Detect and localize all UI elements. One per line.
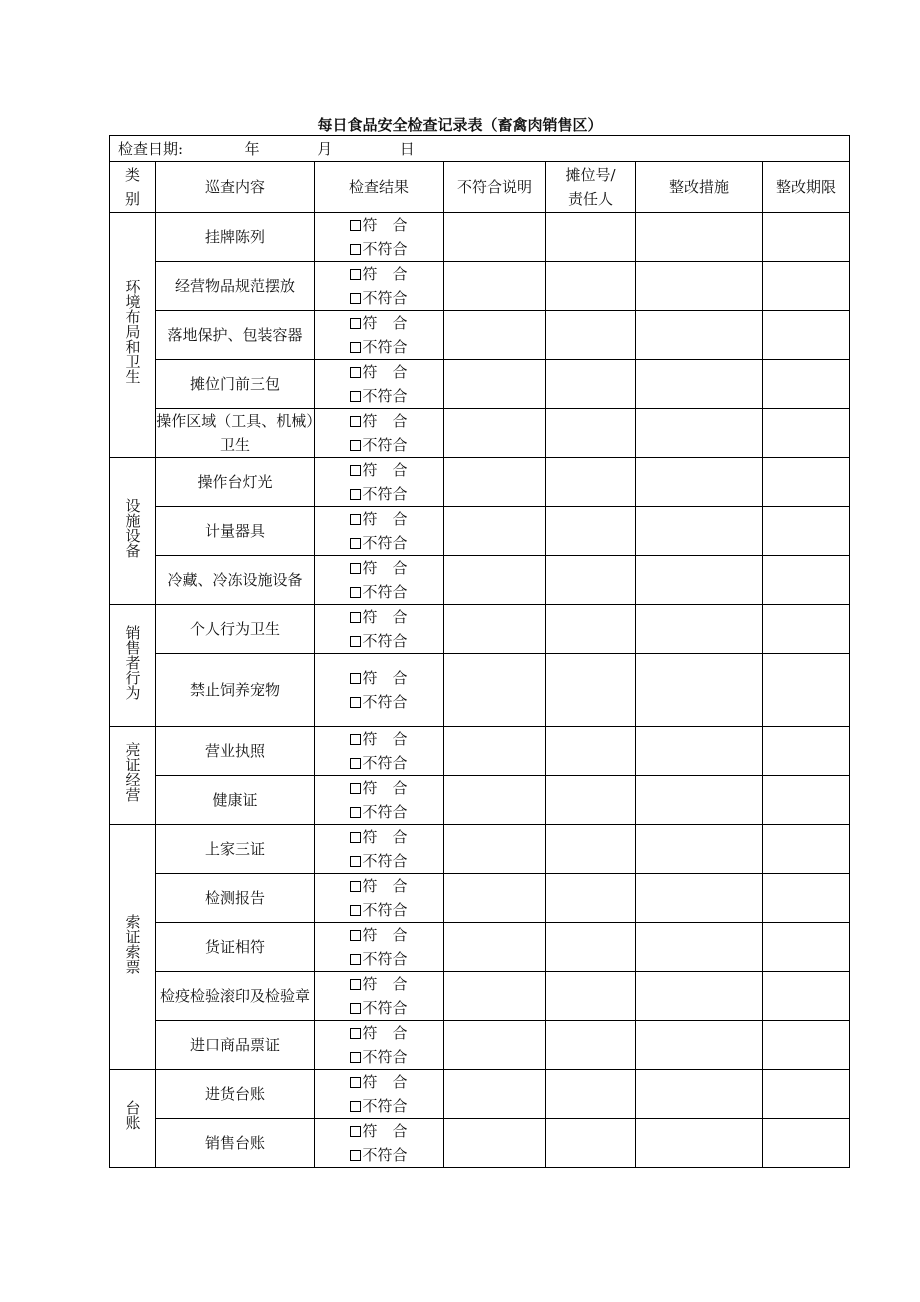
pass-checkbox[interactable] <box>350 514 361 525</box>
header-measures: 整改措施 <box>636 162 763 213</box>
pass-checkbox[interactable] <box>350 612 361 623</box>
inspection-date-cell[interactable] <box>110 136 850 162</box>
fail-checkbox[interactable] <box>350 758 361 769</box>
stall-cell[interactable] <box>546 776 636 825</box>
fail-option[interactable] <box>350 1143 407 1167</box>
inspection-item: 操作区域（工具、机械）卫生 <box>156 409 315 458</box>
fail-label: 不符合 <box>362 289 408 307</box>
result-cell <box>315 1070 444 1119</box>
noncompliance-cell[interactable] <box>444 1021 546 1070</box>
fail-label: 不符合 <box>362 803 408 821</box>
pass-label: 符 合 <box>362 669 408 687</box>
stall-cell[interactable] <box>546 213 636 262</box>
inspection-item: 进货台账 <box>156 1070 315 1119</box>
table-row <box>110 727 850 776</box>
result-cell <box>315 213 444 262</box>
fail-label: 不符合 <box>362 534 408 552</box>
fail-option[interactable] <box>350 751 407 775</box>
stall-cell[interactable] <box>546 825 636 874</box>
deadline-cell[interactable] <box>763 458 850 507</box>
inspection-item: 销售台账 <box>156 1119 315 1168</box>
fail-option[interactable] <box>350 433 407 457</box>
pass-label: 符 合 <box>362 828 408 846</box>
result-cell <box>315 507 444 556</box>
result-cell <box>315 923 444 972</box>
date-day-label: 日 <box>399 139 415 158</box>
inspection-item: 经营物品规范摆放 <box>156 262 315 311</box>
pass-option[interactable] <box>350 1070 407 1094</box>
result-cell <box>315 458 444 507</box>
stall-cell[interactable] <box>546 972 636 1021</box>
measures-cell[interactable] <box>636 213 763 262</box>
pass-option[interactable] <box>350 1119 407 1143</box>
date-label: 检查日期: <box>118 139 184 158</box>
table-row <box>110 923 850 972</box>
table-row <box>110 1070 850 1119</box>
fail-label: 不符合 <box>362 1097 408 1115</box>
fail-label: 不符合 <box>362 901 408 919</box>
stall-cell[interactable] <box>546 1070 636 1119</box>
fail-option[interactable] <box>350 800 407 824</box>
noncompliance-cell[interactable] <box>444 654 546 727</box>
noncompliance-cell[interactable] <box>444 507 546 556</box>
pass-option[interactable] <box>350 874 407 898</box>
pass-checkbox[interactable] <box>350 1126 361 1137</box>
fail-checkbox[interactable] <box>350 954 361 965</box>
inspection-item: 检疫检验滚印及检验章 <box>156 972 315 1021</box>
date-year-label: 年 <box>244 139 260 158</box>
fail-option[interactable] <box>350 1045 407 1069</box>
table-row <box>110 556 850 605</box>
pass-checkbox[interactable] <box>350 416 361 427</box>
pass-option[interactable] <box>350 666 407 690</box>
measures-cell[interactable] <box>636 360 763 409</box>
fail-label: 不符合 <box>362 436 408 454</box>
measures-cell[interactable] <box>636 262 763 311</box>
result-cell <box>315 825 444 874</box>
date-month-label: 月 <box>317 139 333 158</box>
category-label: 环境布局和卫生 <box>123 279 142 384</box>
pass-option[interactable] <box>350 556 407 580</box>
noncompliance-cell[interactable] <box>444 874 546 923</box>
measures-cell[interactable] <box>636 311 763 360</box>
table-row <box>110 262 850 311</box>
fail-option[interactable] <box>350 1094 407 1118</box>
page-title: 每日食品安全检查记录表（畜禽肉销售区） <box>317 116 603 134</box>
pass-label: 符 合 <box>362 363 408 381</box>
fail-option[interactable] <box>350 335 407 359</box>
fail-option[interactable] <box>350 384 407 408</box>
date-row <box>110 136 850 162</box>
inspection-item: 个人行为卫生 <box>156 605 315 654</box>
fail-option[interactable] <box>350 898 407 922</box>
table-row <box>110 825 850 874</box>
measures-cell[interactable] <box>636 874 763 923</box>
deadline-cell[interactable] <box>763 311 850 360</box>
measures-cell[interactable] <box>636 776 763 825</box>
pass-option[interactable] <box>350 262 407 286</box>
fail-checkbox[interactable] <box>350 538 361 549</box>
table-row <box>110 458 850 507</box>
measures-cell[interactable] <box>636 605 763 654</box>
pass-label: 符 合 <box>362 975 408 993</box>
pass-checkbox[interactable] <box>350 832 361 843</box>
table-row <box>110 874 850 923</box>
pass-label: 符 合 <box>362 412 408 430</box>
category-cell <box>110 825 156 1070</box>
stall-cell[interactable] <box>546 409 636 458</box>
noncompliance-cell[interactable] <box>444 311 546 360</box>
pass-checkbox[interactable] <box>350 673 361 684</box>
pass-option[interactable] <box>350 972 407 996</box>
deadline-cell[interactable] <box>763 923 850 972</box>
inspection-item: 营业执照 <box>156 727 315 776</box>
inspection-item: 禁止饲养宠物 <box>156 654 315 727</box>
fail-label: 不符合 <box>362 485 408 503</box>
pass-option[interactable] <box>350 409 407 433</box>
pass-label: 符 合 <box>362 779 408 797</box>
pass-option[interactable] <box>350 1021 407 1045</box>
inspection-item: 冷藏、冷冻设施设备 <box>156 556 315 605</box>
measures-cell[interactable] <box>636 409 763 458</box>
table-row <box>110 776 850 825</box>
stall-cell[interactable] <box>546 360 636 409</box>
pass-label: 符 合 <box>362 461 408 479</box>
table-row <box>110 507 850 556</box>
table-row <box>110 972 850 1021</box>
fail-checkbox[interactable] <box>350 856 361 867</box>
pass-option[interactable] <box>350 727 407 751</box>
noncompliance-cell[interactable] <box>444 409 546 458</box>
pass-label: 符 合 <box>362 1073 408 1091</box>
pass-label: 符 合 <box>362 730 408 748</box>
measures-cell[interactable] <box>636 1021 763 1070</box>
fail-checkbox[interactable] <box>350 697 361 708</box>
result-cell <box>315 311 444 360</box>
pass-label: 符 合 <box>362 1122 408 1140</box>
table-row <box>110 311 850 360</box>
fail-option[interactable] <box>350 286 407 310</box>
result-cell <box>315 605 444 654</box>
fail-option[interactable] <box>350 849 407 873</box>
stall-cell[interactable] <box>546 1021 636 1070</box>
result-cell <box>315 262 444 311</box>
deadline-cell[interactable] <box>763 776 850 825</box>
stall-cell[interactable] <box>546 727 636 776</box>
inspection-item: 摊位门前三包 <box>156 360 315 409</box>
fail-label: 不符合 <box>362 632 408 650</box>
deadline-cell[interactable] <box>763 825 850 874</box>
pass-checkbox[interactable] <box>350 318 361 329</box>
fail-checkbox[interactable] <box>350 244 361 255</box>
category-label: 设施设备 <box>123 497 142 558</box>
fail-label: 不符合 <box>362 387 408 405</box>
stall-cell[interactable] <box>546 654 636 727</box>
noncompliance-cell[interactable] <box>444 360 546 409</box>
deadline-cell[interactable] <box>763 262 850 311</box>
deadline-cell[interactable] <box>763 409 850 458</box>
pass-checkbox[interactable] <box>350 881 361 892</box>
fail-checkbox[interactable] <box>350 1150 361 1161</box>
deadline-cell[interactable] <box>763 654 850 727</box>
measures-cell[interactable] <box>636 556 763 605</box>
measures-cell[interactable] <box>636 1070 763 1119</box>
fail-label: 不符合 <box>362 999 408 1017</box>
pass-checkbox[interactable] <box>350 1028 361 1039</box>
pass-label: 符 合 <box>362 559 408 577</box>
inspection-item: 检测报告 <box>156 874 315 923</box>
stall-cell[interactable] <box>546 507 636 556</box>
fail-option[interactable] <box>350 237 407 261</box>
noncompliance-cell[interactable] <box>444 972 546 1021</box>
result-cell <box>315 409 444 458</box>
fail-checkbox[interactable] <box>350 1101 361 1112</box>
table-row <box>110 605 850 654</box>
category-label: 台账 <box>123 1100 142 1130</box>
stall-cell[interactable] <box>546 311 636 360</box>
fail-checkbox[interactable] <box>350 440 361 451</box>
pass-label: 符 合 <box>362 608 408 626</box>
pass-checkbox[interactable] <box>350 220 361 231</box>
pass-option[interactable] <box>350 360 407 384</box>
category-cell <box>110 213 156 458</box>
inspection-item: 进口商品票证 <box>156 1021 315 1070</box>
stall-cell[interactable] <box>546 923 636 972</box>
noncompliance-cell[interactable] <box>444 727 546 776</box>
fail-label: 不符合 <box>362 1048 408 1066</box>
result-cell <box>315 654 444 727</box>
measures-cell[interactable] <box>636 825 763 874</box>
fail-label: 不符合 <box>362 240 408 258</box>
pass-checkbox[interactable] <box>350 1077 361 1088</box>
fail-checkbox[interactable] <box>350 342 361 353</box>
pass-label: 符 合 <box>362 314 408 332</box>
measures-cell[interactable] <box>636 654 763 727</box>
stall-cell[interactable] <box>546 556 636 605</box>
pass-checkbox[interactable] <box>350 930 361 941</box>
fail-option[interactable] <box>350 531 407 555</box>
deadline-cell[interactable] <box>763 874 850 923</box>
pass-checkbox[interactable] <box>350 563 361 574</box>
deadline-cell[interactable] <box>763 507 850 556</box>
category-cell <box>110 458 156 605</box>
pass-option[interactable] <box>350 311 407 335</box>
pass-checkbox[interactable] <box>350 979 361 990</box>
header-result: 检查结果 <box>315 162 444 213</box>
category-label: 亮证经营 <box>123 742 142 802</box>
pass-label: 符 合 <box>362 1024 408 1042</box>
stall-cell[interactable] <box>546 605 636 654</box>
table-row <box>110 213 850 262</box>
header-deadline: 整改期限 <box>763 162 850 213</box>
deadline-cell[interactable] <box>763 360 850 409</box>
result-cell <box>315 776 444 825</box>
pass-option[interactable] <box>350 213 407 237</box>
fail-label: 不符合 <box>362 583 408 601</box>
pass-option[interactable] <box>350 776 407 800</box>
noncompliance-cell[interactable] <box>444 605 546 654</box>
noncompliance-cell[interactable] <box>444 776 546 825</box>
fail-label: 不符合 <box>362 852 408 870</box>
fail-checkbox[interactable] <box>350 807 361 818</box>
deadline-cell[interactable] <box>763 727 850 776</box>
fail-checkbox[interactable] <box>350 905 361 916</box>
deadline-cell[interactable] <box>763 605 850 654</box>
measures-cell[interactable] <box>636 972 763 1021</box>
fail-label: 不符合 <box>362 754 408 772</box>
result-cell <box>315 972 444 1021</box>
fail-checkbox[interactable] <box>350 636 361 647</box>
noncompliance-cell[interactable] <box>444 458 546 507</box>
noncompliance-cell[interactable] <box>444 213 546 262</box>
measures-cell[interactable] <box>636 458 763 507</box>
inspection-form-table <box>109 135 850 1168</box>
inspection-item: 挂牌陈列 <box>156 213 315 262</box>
fail-option[interactable] <box>350 580 407 604</box>
fail-label: 不符合 <box>362 950 408 968</box>
deadline-cell[interactable] <box>763 556 850 605</box>
category-cell <box>110 727 156 825</box>
pass-checkbox[interactable] <box>350 465 361 476</box>
stall-cell[interactable] <box>546 1119 636 1168</box>
fail-checkbox[interactable] <box>350 1052 361 1063</box>
noncompliance-cell[interactable] <box>444 1070 546 1119</box>
inspection-item: 操作台灯光 <box>156 458 315 507</box>
inspection-item: 落地保护、包装容器 <box>156 311 315 360</box>
stall-cell[interactable] <box>546 458 636 507</box>
pass-checkbox[interactable] <box>350 367 361 378</box>
table-row <box>110 1119 850 1168</box>
deadline-cell[interactable] <box>763 1119 850 1168</box>
pass-option[interactable] <box>350 923 407 947</box>
fail-checkbox[interactable] <box>350 1003 361 1014</box>
noncompliance-cell[interactable] <box>444 1119 546 1168</box>
noncompliance-cell[interactable] <box>444 556 546 605</box>
fail-checkbox[interactable] <box>350 587 361 598</box>
noncompliance-cell[interactable] <box>444 825 546 874</box>
table-row <box>110 1021 850 1070</box>
header-content: 巡查内容 <box>156 162 315 213</box>
header-row <box>110 162 850 213</box>
fail-checkbox[interactable] <box>350 489 361 500</box>
result-cell <box>315 1119 444 1168</box>
fail-option[interactable] <box>350 629 407 653</box>
inspection-item: 货证相符 <box>156 923 315 972</box>
fail-checkbox[interactable] <box>350 391 361 402</box>
category-label: 销售者行为 <box>123 624 142 700</box>
fail-checkbox[interactable] <box>350 293 361 304</box>
pass-option[interactable] <box>350 825 407 849</box>
table-row <box>110 409 850 458</box>
pass-label: 符 合 <box>362 265 408 283</box>
fail-label: 不符合 <box>362 338 408 356</box>
pass-label: 符 合 <box>362 510 408 528</box>
deadline-cell[interactable] <box>763 972 850 1021</box>
result-cell <box>315 874 444 923</box>
category-cell <box>110 1070 156 1168</box>
category-cell <box>110 605 156 727</box>
fail-option[interactable] <box>350 947 407 971</box>
pass-checkbox[interactable] <box>350 269 361 280</box>
measures-cell[interactable] <box>636 727 763 776</box>
result-cell <box>315 556 444 605</box>
header-category: 类别 <box>110 162 156 213</box>
stall-cell[interactable] <box>546 874 636 923</box>
stall-cell[interactable] <box>546 262 636 311</box>
inspection-item: 计量器具 <box>156 507 315 556</box>
measures-cell[interactable] <box>636 923 763 972</box>
fail-option[interactable] <box>350 690 407 714</box>
noncompliance-cell[interactable] <box>444 923 546 972</box>
pass-checkbox[interactable] <box>350 734 361 745</box>
measures-cell[interactable] <box>636 507 763 556</box>
category-label: 索证索票 <box>123 913 142 974</box>
result-cell <box>315 1021 444 1070</box>
pass-option[interactable] <box>350 458 407 482</box>
header-noncompliance: 不符合说明 <box>444 162 546 213</box>
table-row <box>110 654 850 727</box>
deadline-cell[interactable] <box>763 1021 850 1070</box>
pass-option[interactable] <box>350 507 407 531</box>
fail-label: 不符合 <box>362 693 408 711</box>
pass-label: 符 合 <box>362 216 408 234</box>
pass-label: 符 合 <box>362 926 408 944</box>
deadline-cell[interactable] <box>763 213 850 262</box>
inspection-item: 健康证 <box>156 776 315 825</box>
fail-option[interactable] <box>350 996 407 1020</box>
pass-label: 符 合 <box>362 877 408 895</box>
fail-option[interactable] <box>350 482 407 506</box>
measures-cell[interactable] <box>636 1119 763 1168</box>
inspection-item: 上家三证 <box>156 825 315 874</box>
pass-option[interactable] <box>350 605 407 629</box>
deadline-cell[interactable] <box>763 1070 850 1119</box>
table-row <box>110 360 850 409</box>
result-cell <box>315 360 444 409</box>
header-stall: 摊位号/责任人 <box>546 162 636 213</box>
noncompliance-cell[interactable] <box>444 262 546 311</box>
pass-checkbox[interactable] <box>350 783 361 794</box>
result-cell <box>315 727 444 776</box>
fail-label: 不符合 <box>362 1146 408 1164</box>
